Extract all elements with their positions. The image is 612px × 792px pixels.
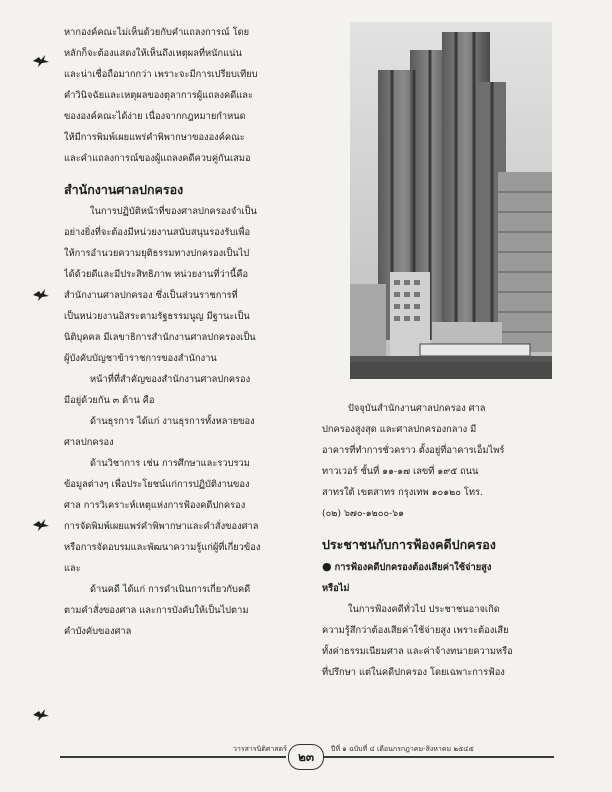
text-line: หรือการจัดอบรมและพัฒนาความรู้แก่ผู้ที่เกี่ยวข้อง: [64, 542, 261, 553]
text-line: ปัจจุบันสำนักงานศาลปกครอง ศาล: [348, 403, 486, 414]
text-line: ตามคำสั่งของศาล และการบังคับให้เป็นไปตาม: [64, 605, 249, 616]
text-line: ด้านวิชาการ เช่น การศึกษาและรวบรวม: [90, 458, 250, 469]
text-line: ด้านธุรการ ได้แก่ งานธุรการทั้งหลายของ: [90, 416, 255, 427]
text-line: ที่ปรึกษา แต่ในคดีปกครอง โดยเฉพาะการฟ้อง: [322, 667, 505, 678]
text-line: ศาลปกครอง: [64, 437, 114, 448]
text-line: ให้การอำนวยความยุติธรรมทางปกครองเป็นไป: [64, 248, 250, 259]
text-line: ด้านคดี ได้แก่ การดำเนินการเกี่ยวกับคดี: [90, 584, 251, 595]
text-line: นิติบุคคล มีเลขาธิการสำนักงานศาลปกครองเป็น: [64, 332, 256, 343]
text-line: คำวินิจฉัยและเหตุผลของตุลาการผู้แถลงคดีและ: [64, 90, 253, 101]
text-line: ทั้งค่าธรรมเนียมศาล และค่าจ้างทนายความหรือ: [322, 646, 513, 657]
text-line: อย่างยิ่งที่จะต้องมีหน่วยงานสนับสนุนรองรับเพื่อ: [64, 227, 251, 238]
text-line: ปกครองสูงสุด และศาลปกครองกลาง มี: [322, 424, 477, 435]
text-line: หลักก็จะต้องแสดงให้เห็นถึงเหตุผลที่หนักแน่น: [64, 48, 242, 59]
text-line: ศาล การวิเคราะห์เหตุแห่งการฟ้องคดีปกครอง: [64, 500, 246, 511]
bird-ornament-icon: [32, 518, 50, 532]
bullet-question: [322, 556, 554, 599]
text-line: หากองค์คณะไม่เห็นด้วยกับคำแถลงการณ์ โดย: [64, 27, 250, 38]
text-line: และคำแถลงการณ์ของผู้แถลงคดีควบคู่กันเสมอ: [64, 153, 251, 164]
paragraph: [64, 22, 304, 169]
paragraph: [322, 398, 554, 524]
bird-ornament-icon: [32, 54, 50, 68]
paragraph: [64, 453, 304, 579]
paragraph: [64, 369, 304, 411]
text-line: ผู้บังคับบัญชาข้าราชการของสำนักงาน: [64, 353, 217, 364]
left-column: [64, 22, 304, 642]
text-line: และน่าเชื่อถือมากกว่า เพราะจะมีการเปรียบเทียบ: [64, 69, 258, 80]
paragraph: [322, 599, 554, 683]
paragraph: [64, 411, 304, 453]
text-line: ● การฟ้องคดีปกครองต้องเสียค่าใช้จ่ายสูง: [322, 560, 492, 573]
text-line: หรือไม่: [322, 583, 350, 594]
text-line: หน้าที่ที่สำคัญของสำนักงานศาลปกครอง: [90, 374, 251, 385]
section-heading: ประชาชนกับการฟ้องคดีปกครอง: [322, 537, 496, 552]
text-line: มีอยู่ด้วยกัน ๓ ด้าน คือ: [64, 395, 155, 406]
text-line: อาคารที่ทำการชั่วคราว ตั้งอยู่ที่อาคารเอ็มไพร์: [322, 445, 505, 456]
text-line: และ: [64, 563, 81, 574]
right-column: [322, 398, 554, 683]
footer-rule: [60, 756, 286, 758]
text-line: ขององค์คณะได้ง่าย เนื่องจากกฎหมายกำหนด: [64, 111, 246, 122]
section-heading: สำนักงานศาลปกครอง: [64, 182, 184, 197]
text-line: ในการฟ้องคดีทั่วไป ประชาชนอาจเกิด: [348, 604, 500, 615]
text-line: การจัดพิมพ์เผยแพร่คำพิพากษาและคำสั่งของศาล: [64, 521, 259, 532]
text-line: ความรู้สึกว่าต้องเสียค่าใช้จ่ายสูง เพราะต้องเสีย: [322, 625, 509, 636]
issue-info: ปีที่ ๑ ฉบับที่ ๔ เดือนกรกฎาคม-สิงหาคม ๒๕๔๕: [328, 744, 477, 755]
text-line: ทาวเวอร์ ชั้นที่ ๑๑-๑๗ เลขที่ ๑๙๕ ถนน: [322, 466, 479, 477]
text-line: คำบังคับของศาล: [64, 626, 132, 637]
bird-ornament-icon: [32, 288, 50, 302]
page-number: ๒๓: [288, 744, 324, 770]
text-line: สำนักงานศาลปกครอง ซึ่งเป็นส่วนราชการที่: [64, 290, 238, 301]
bullet-icon: ●: [322, 560, 332, 573]
text-line: ข้อมูลต่างๆ เพื่อประโยชน์แก่การปฏิบัติงานของ: [64, 479, 250, 490]
text-line: (๐๒) ๖๗๐-๑๒๐๐-๖๑: [322, 508, 405, 519]
text-line: เป็นหน่วยงานอิสระตามรัฐธรรมนูญ มีฐานะเป็น: [64, 311, 250, 322]
text-line: ได้ด้วยดีและมีประสิทธิภาพ หน่วยงานที่ว่านี้คือ: [64, 269, 249, 280]
footer-rule: [324, 756, 554, 758]
building-photo: [350, 22, 552, 379]
text-line: ในการปฏิบัติหน้าที่ของศาลปกครองจำเป็น: [90, 206, 257, 217]
text-line: สาทรใต้ เขตสาทร กรุงเทพ ๑๐๑๒๐ โทร.: [322, 487, 483, 498]
text-line: ให้มีการพิมพ์เผยแพร่คำพิพากษาขององค์คณะ: [64, 132, 245, 143]
paragraph: [64, 579, 304, 642]
journal-name: วารสารนิติศาสตร์: [230, 744, 290, 755]
paragraph: [64, 201, 304, 369]
bird-ornament-icon: [32, 708, 50, 722]
page-footer: [0, 744, 612, 774]
